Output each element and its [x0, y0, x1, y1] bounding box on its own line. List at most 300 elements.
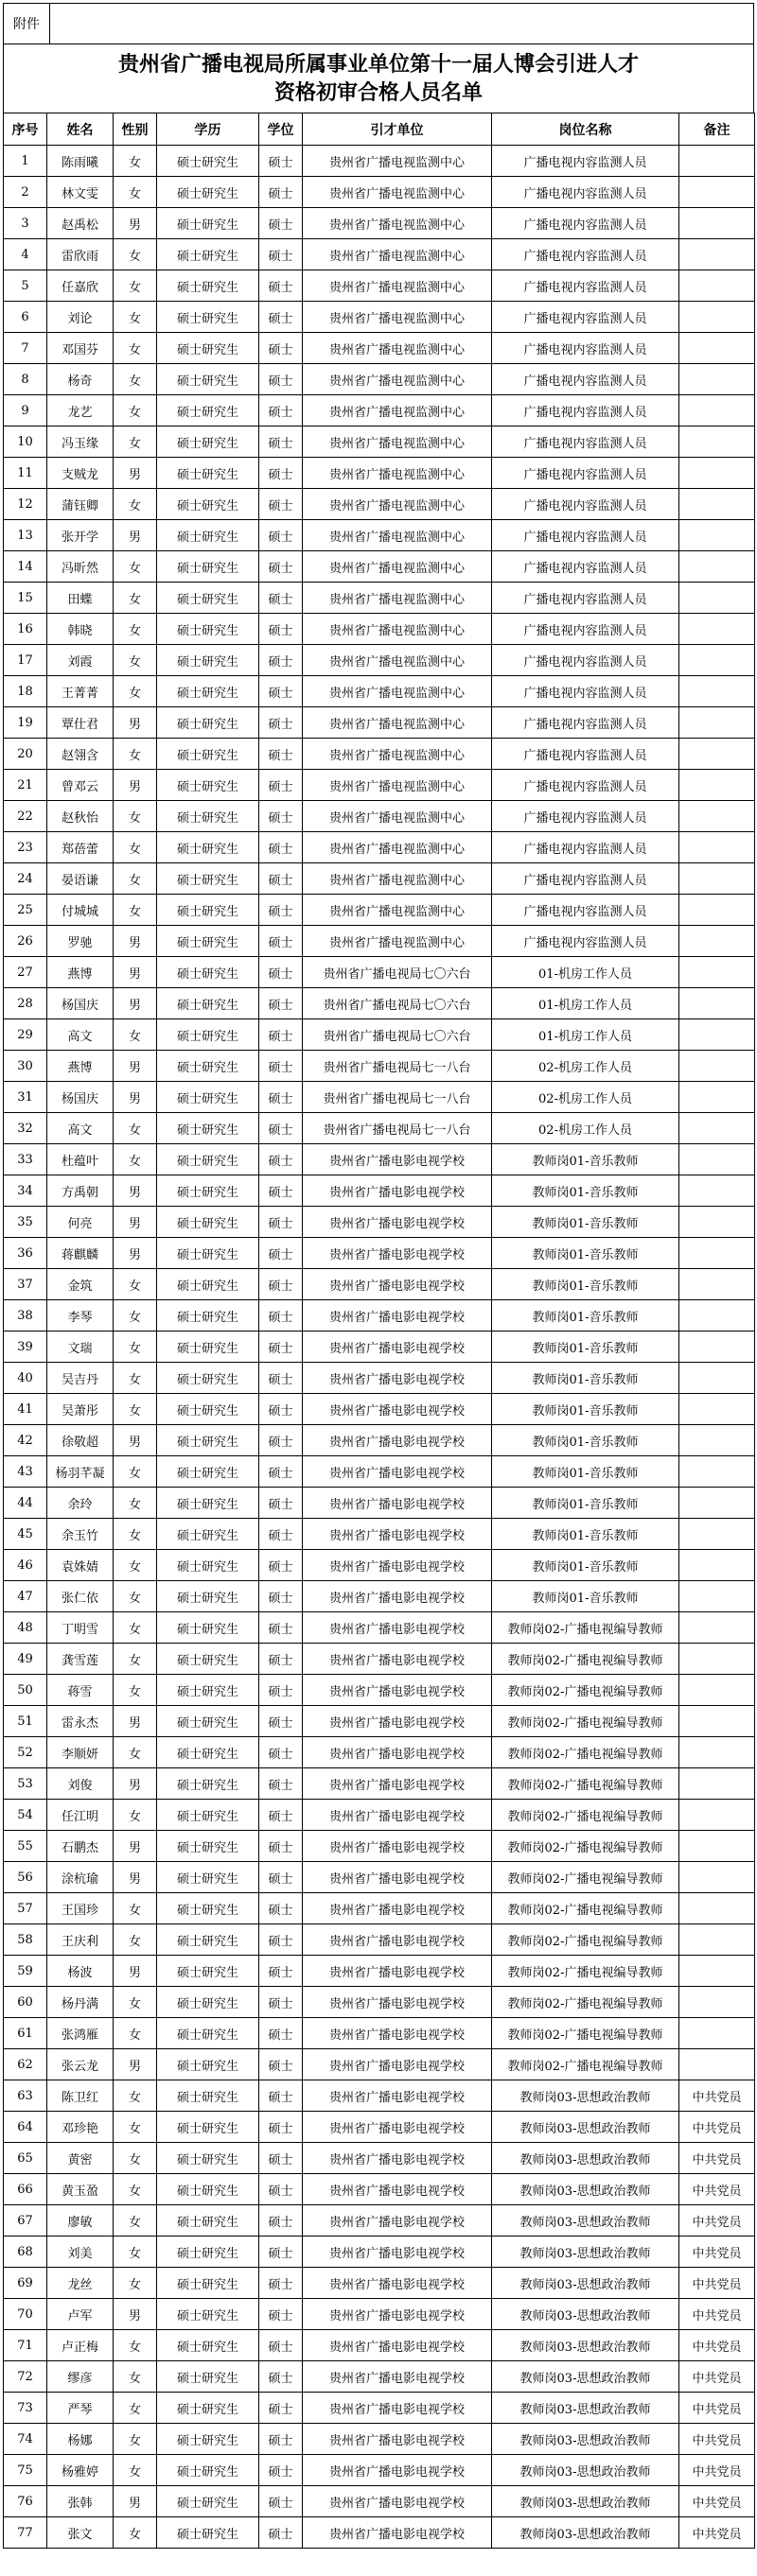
cell-index: 23 — [4, 832, 47, 863]
table-row — [4, 583, 755, 614]
cell-gender: 女 — [114, 2237, 157, 2268]
cell-gender: 女 — [114, 801, 157, 832]
cell-name: 赵禹松 — [47, 208, 114, 239]
table-row — [4, 2112, 755, 2143]
cell-unit: 贵州省广播电影电视学校 — [303, 1987, 492, 2018]
candidate-table — [3, 113, 755, 2549]
cell-remark — [679, 1924, 755, 1956]
cell-index: 3 — [4, 208, 47, 239]
cell-gender: 女 — [114, 2517, 157, 2549]
cell-degree: 硕士 — [259, 239, 303, 270]
cell-remark — [679, 208, 755, 239]
cell-remark — [679, 1051, 755, 1082]
cell-remark: 中共党员 — [679, 2112, 755, 2143]
cell-remark — [679, 270, 755, 302]
cell-gender: 女 — [114, 1987, 157, 2018]
cell-gender: 男 — [114, 926, 157, 957]
cell-education: 硕士研究生 — [157, 302, 259, 333]
cell-gender: 男 — [114, 1831, 157, 1862]
cell-degree: 硕士 — [259, 1238, 303, 1269]
cell-degree: 硕士 — [259, 2268, 303, 2299]
table-row — [4, 2205, 755, 2237]
table-row — [4, 1924, 755, 1956]
cell-unit: 贵州省广播电视监测中心 — [303, 364, 492, 395]
cell-education: 硕士研究生 — [157, 1519, 259, 1550]
cell-remark — [679, 957, 755, 988]
cell-position: 教师岗01-音乐教师 — [492, 1144, 679, 1175]
cell-position: 教师岗01-音乐教师 — [492, 1332, 679, 1363]
cell-name: 杨丹满 — [47, 1987, 114, 2018]
table-row — [4, 895, 755, 926]
cell-index: 40 — [4, 1363, 47, 1394]
cell-position: 教师岗01-音乐教师 — [492, 1394, 679, 1425]
cell-unit: 贵州省广播电影电视学校 — [303, 1394, 492, 1425]
table-row — [4, 1862, 755, 1893]
cell-gender: 女 — [114, 1519, 157, 1550]
cell-education: 硕士研究生 — [157, 1144, 259, 1175]
cell-position: 广播电视内容监测人员 — [492, 739, 679, 770]
cell-name: 杨娜 — [47, 2424, 114, 2455]
cell-index: 37 — [4, 1269, 47, 1300]
cell-index: 22 — [4, 801, 47, 832]
cell-unit: 贵州省广播电影电视学校 — [303, 1519, 492, 1550]
cell-gender: 男 — [114, 1425, 157, 1456]
cell-degree: 硕士 — [259, 583, 303, 614]
cell-index: 49 — [4, 1644, 47, 1675]
cell-index: 16 — [4, 614, 47, 645]
cell-position: 广播电视内容监测人员 — [492, 208, 679, 239]
cell-index: 53 — [4, 1768, 47, 1800]
cell-education: 硕士研究生 — [157, 1051, 259, 1082]
cell-remark: 中共党员 — [679, 2080, 755, 2112]
cell-degree: 硕士 — [259, 208, 303, 239]
cell-degree: 硕士 — [259, 333, 303, 364]
cell-position: 教师岗02-广播电视编导教师 — [492, 1987, 679, 2018]
cell-index: 70 — [4, 2299, 47, 2330]
cell-education: 硕士研究生 — [157, 1019, 259, 1051]
cell-index: 43 — [4, 1456, 47, 1488]
cell-position: 广播电视内容监测人员 — [492, 926, 679, 957]
cell-remark — [679, 1082, 755, 1113]
cell-degree: 硕士 — [259, 1425, 303, 1456]
cell-degree: 硕士 — [259, 1831, 303, 1862]
cell-gender: 男 — [114, 1082, 157, 1113]
cell-gender: 女 — [114, 2424, 157, 2455]
cell-remark — [679, 1425, 755, 1456]
cell-education: 硕士研究生 — [157, 2393, 259, 2424]
cell-degree: 硕士 — [259, 1737, 303, 1768]
cell-unit: 贵州省广播电视监测中心 — [303, 645, 492, 676]
cell-remark — [679, 1394, 755, 1425]
cell-degree: 硕士 — [259, 2299, 303, 2330]
cell-remark — [679, 1768, 755, 1800]
cell-gender: 男 — [114, 2049, 157, 2080]
cell-gender: 男 — [114, 2486, 157, 2517]
cell-name: 徐敬超 — [47, 1425, 114, 1456]
cell-degree: 硕士 — [259, 270, 303, 302]
cell-unit: 贵州省广播电视局七〇六台 — [303, 957, 492, 988]
cell-remark — [679, 895, 755, 926]
cell-gender: 女 — [114, 395, 157, 426]
table-row — [4, 1332, 755, 1363]
cell-name: 廖敏 — [47, 2205, 114, 2237]
cell-name: 韩晓 — [47, 614, 114, 645]
cell-remark — [679, 707, 755, 739]
cell-degree: 硕士 — [259, 895, 303, 926]
table-row — [4, 1737, 755, 1768]
cell-remark — [679, 302, 755, 333]
cell-unit: 贵州省广播电影电视学校 — [303, 2205, 492, 2237]
table-row — [4, 2018, 755, 2049]
cell-position: 教师岗01-音乐教师 — [492, 1519, 679, 1550]
cell-unit: 贵州省广播电视监测中心 — [303, 707, 492, 739]
cell-degree: 硕士 — [259, 1363, 303, 1394]
cell-education: 硕士研究生 — [157, 1394, 259, 1425]
cell-position: 广播电视内容监测人员 — [492, 551, 679, 583]
table-row — [4, 1113, 755, 1144]
cell-unit: 贵州省广播电影电视学校 — [303, 2455, 492, 2486]
table-row — [4, 239, 755, 270]
cell-education: 硕士研究生 — [157, 177, 259, 208]
cell-remark — [679, 1831, 755, 1862]
cell-gender: 女 — [114, 1019, 157, 1051]
cell-degree: 硕士 — [259, 1019, 303, 1051]
cell-degree: 硕士 — [259, 2393, 303, 2424]
cell-index: 77 — [4, 2517, 47, 2549]
cell-gender: 女 — [114, 364, 157, 395]
cell-gender: 女 — [114, 2268, 157, 2299]
cell-education: 硕士研究生 — [157, 645, 259, 676]
cell-degree: 硕士 — [259, 1332, 303, 1363]
table-row — [4, 770, 755, 801]
cell-remark — [679, 676, 755, 707]
col-header-unit: 引才单位 — [303, 113, 492, 146]
cell-remark — [679, 1363, 755, 1394]
table-row — [4, 2268, 755, 2299]
cell-degree: 硕士 — [259, 988, 303, 1019]
cell-education: 硕士研究生 — [157, 957, 259, 988]
cell-remark — [679, 426, 755, 458]
col-header-degree: 学位 — [259, 113, 303, 146]
cell-index: 50 — [4, 1675, 47, 1706]
cell-education: 硕士研究生 — [157, 239, 259, 270]
cell-education: 硕士研究生 — [157, 2205, 259, 2237]
cell-education: 硕士研究生 — [157, 2080, 259, 2112]
cell-name: 冯玉缘 — [47, 426, 114, 458]
cell-gender: 女 — [114, 1269, 157, 1300]
cell-position: 教师岗03-思想政治教师 — [492, 2174, 679, 2205]
cell-gender: 女 — [114, 614, 157, 645]
cell-remark: 中共党员 — [679, 2299, 755, 2330]
cell-degree: 硕士 — [259, 551, 303, 583]
cell-degree: 硕士 — [259, 739, 303, 770]
cell-education: 硕士研究生 — [157, 926, 259, 957]
cell-gender: 女 — [114, 177, 157, 208]
cell-unit: 贵州省广播电影电视学校 — [303, 1956, 492, 1987]
col-header-position: 岗位名称 — [492, 113, 679, 146]
cell-index: 31 — [4, 1082, 47, 1113]
cell-unit: 贵州省广播电影电视学校 — [303, 2393, 492, 2424]
cell-unit: 贵州省广播电影电视学校 — [303, 1269, 492, 1300]
table-row — [4, 2361, 755, 2393]
cell-position: 教师岗03-思想政治教师 — [492, 2361, 679, 2393]
cell-gender: 女 — [114, 863, 157, 895]
cell-unit: 贵州省广播电影电视学校 — [303, 1300, 492, 1332]
cell-degree: 硕士 — [259, 1144, 303, 1175]
cell-gender: 女 — [114, 895, 157, 926]
cell-gender: 女 — [114, 146, 157, 177]
cell-unit: 贵州省广播电影电视学校 — [303, 1924, 492, 1956]
cell-unit: 贵州省广播电影电视学校 — [303, 1581, 492, 1612]
cell-remark: 中共党员 — [679, 2393, 755, 2424]
cell-position: 广播电视内容监测人员 — [492, 520, 679, 551]
cell-name: 杨羽芊凝 — [47, 1456, 114, 1488]
cell-position: 01-机房工作人员 — [492, 957, 679, 988]
cell-education: 硕士研究生 — [157, 2049, 259, 2080]
table-row — [4, 739, 755, 770]
cell-gender: 男 — [114, 1238, 157, 1269]
cell-degree: 硕士 — [259, 2018, 303, 2049]
cell-remark: 中共党员 — [679, 2517, 755, 2549]
document-sheet — [3, 3, 754, 2549]
cell-position: 02-机房工作人员 — [492, 1082, 679, 1113]
cell-degree: 硕士 — [259, 1800, 303, 1831]
cell-degree: 硕士 — [259, 146, 303, 177]
cell-education: 硕士研究生 — [157, 895, 259, 926]
cell-degree: 硕士 — [259, 1519, 303, 1550]
cell-position: 教师岗01-音乐教师 — [492, 1550, 679, 1581]
cell-position: 广播电视内容监测人员 — [492, 364, 679, 395]
cell-index: 18 — [4, 676, 47, 707]
table-row — [4, 1956, 755, 1987]
table-row — [4, 1363, 755, 1394]
cell-gender: 男 — [114, 208, 157, 239]
cell-index: 29 — [4, 1019, 47, 1051]
cell-name: 陈雨曦 — [47, 146, 114, 177]
cell-gender: 男 — [114, 957, 157, 988]
table-row — [4, 1831, 755, 1862]
cell-gender: 女 — [114, 1113, 157, 1144]
table-row — [4, 551, 755, 583]
cell-unit: 贵州省广播电视监测中心 — [303, 489, 492, 520]
cell-unit: 贵州省广播电视监测中心 — [303, 239, 492, 270]
table-row — [4, 208, 755, 239]
cell-gender: 女 — [114, 676, 157, 707]
cell-degree: 硕士 — [259, 645, 303, 676]
cell-name: 田蝶 — [47, 583, 114, 614]
cell-remark — [679, 1332, 755, 1363]
cell-position: 教师岗02-广播电视编导教师 — [492, 1706, 679, 1737]
cell-position: 教师岗02-广播电视编导教师 — [492, 1956, 679, 1987]
cell-index: 54 — [4, 1800, 47, 1831]
cell-education: 硕士研究生 — [157, 1924, 259, 1956]
cell-name: 卢正梅 — [47, 2330, 114, 2361]
cell-name: 卢军 — [47, 2299, 114, 2330]
cell-position: 教师岗03-思想政治教师 — [492, 2299, 679, 2330]
cell-degree: 硕士 — [259, 832, 303, 863]
table-row — [4, 146, 755, 177]
cell-gender: 男 — [114, 458, 157, 489]
cell-degree: 硕士 — [259, 426, 303, 458]
cell-index: 75 — [4, 2455, 47, 2486]
cell-position: 教师岗02-广播电视编导教师 — [492, 1862, 679, 1893]
cell-name: 覃仕君 — [47, 707, 114, 739]
cell-index: 51 — [4, 1706, 47, 1737]
cell-index: 52 — [4, 1737, 47, 1768]
cell-remark — [679, 1519, 755, 1550]
cell-name: 王庆利 — [47, 1924, 114, 1956]
cell-position: 广播电视内容监测人员 — [492, 489, 679, 520]
cell-gender: 男 — [114, 770, 157, 801]
cell-remark — [679, 1488, 755, 1519]
cell-position: 教师岗03-思想政治教师 — [492, 2112, 679, 2143]
cell-degree: 硕士 — [259, 2517, 303, 2549]
table-row — [4, 1612, 755, 1644]
cell-index: 11 — [4, 458, 47, 489]
cell-unit: 贵州省广播电视监测中心 — [303, 863, 492, 895]
cell-degree: 硕士 — [259, 1488, 303, 1519]
table-row — [4, 489, 755, 520]
cell-remark: 中共党员 — [679, 2486, 755, 2517]
cell-education: 硕士研究生 — [157, 1425, 259, 1456]
cell-index: 45 — [4, 1519, 47, 1550]
cell-gender: 女 — [114, 1644, 157, 1675]
cell-index: 20 — [4, 739, 47, 770]
cell-index: 5 — [4, 270, 47, 302]
cell-position: 广播电视内容监测人员 — [492, 395, 679, 426]
cell-remark — [679, 1706, 755, 1737]
table-row — [4, 1425, 755, 1456]
cell-position: 广播电视内容监测人员 — [492, 146, 679, 177]
cell-degree: 硕士 — [259, 1207, 303, 1238]
cell-name: 张开学 — [47, 520, 114, 551]
cell-degree: 硕士 — [259, 302, 303, 333]
cell-name: 石鹏杰 — [47, 1831, 114, 1862]
cell-remark — [679, 1238, 755, 1269]
cell-remark — [679, 614, 755, 645]
cell-index: 71 — [4, 2330, 47, 2361]
cell-degree: 硕士 — [259, 2486, 303, 2517]
cell-gender: 女 — [114, 2112, 157, 2143]
table-row — [4, 1893, 755, 1924]
cell-degree: 硕士 — [259, 1082, 303, 1113]
cell-gender: 女 — [114, 1550, 157, 1581]
cell-unit: 贵州省广播电视监测中心 — [303, 832, 492, 863]
cell-unit: 贵州省广播电影电视学校 — [303, 1862, 492, 1893]
cell-remark — [679, 1113, 755, 1144]
cell-unit: 贵州省广播电影电视学校 — [303, 1332, 492, 1363]
cell-gender: 女 — [114, 1488, 157, 1519]
cell-education: 硕士研究生 — [157, 2112, 259, 2143]
cell-name: 张鸿雁 — [47, 2018, 114, 2049]
cell-gender: 女 — [114, 551, 157, 583]
cell-index: 27 — [4, 957, 47, 988]
table-row — [4, 177, 755, 208]
cell-position: 广播电视内容监测人员 — [492, 239, 679, 270]
cell-name: 杨奇 — [47, 364, 114, 395]
cell-remark — [679, 926, 755, 957]
table-row — [4, 801, 755, 832]
cell-degree: 硕士 — [259, 1113, 303, 1144]
table-row — [4, 302, 755, 333]
table-row — [4, 2517, 755, 2549]
cell-unit: 贵州省广播电影电视学校 — [303, 1644, 492, 1675]
cell-education: 硕士研究生 — [157, 2174, 259, 2205]
cell-degree: 硕士 — [259, 2049, 303, 2080]
cell-position: 教师岗03-思想政治教师 — [492, 2080, 679, 2112]
table-row — [4, 1144, 755, 1175]
cell-degree: 硕士 — [259, 926, 303, 957]
cell-education: 硕士研究生 — [157, 863, 259, 895]
cell-position: 教师岗03-思想政治教师 — [492, 2143, 679, 2174]
cell-index: 63 — [4, 2080, 47, 2112]
cell-name: 张文 — [47, 2517, 114, 2549]
cell-position: 教师岗03-思想政治教师 — [492, 2205, 679, 2237]
cell-education: 硕士研究生 — [157, 146, 259, 177]
cell-degree: 硕士 — [259, 676, 303, 707]
cell-unit: 贵州省广播电视监测中心 — [303, 770, 492, 801]
cell-unit: 贵州省广播电影电视学校 — [303, 2299, 492, 2330]
document-title — [3, 44, 754, 113]
cell-gender: 女 — [114, 2018, 157, 2049]
cell-index: 46 — [4, 1550, 47, 1581]
cell-education: 硕士研究生 — [157, 707, 259, 739]
cell-remark — [679, 146, 755, 177]
cell-education: 硕士研究生 — [157, 1706, 259, 1737]
cell-index: 33 — [4, 1144, 47, 1175]
table-row — [4, 645, 755, 676]
cell-education: 硕士研究生 — [157, 1862, 259, 1893]
title-line-1: 贵州省广播电视局所属事业单位第十一届人博会引进人才 — [117, 52, 639, 77]
cell-index: 15 — [4, 583, 47, 614]
cell-position: 广播电视内容监测人员 — [492, 895, 679, 926]
cell-gender: 女 — [114, 333, 157, 364]
cell-gender: 女 — [114, 302, 157, 333]
cell-name: 黄玉盈 — [47, 2174, 114, 2205]
cell-unit: 贵州省广播电影电视学校 — [303, 2049, 492, 2080]
title-line-2: 资格初审合格人员名单 — [273, 80, 483, 105]
cell-index: 57 — [4, 1893, 47, 1924]
cell-position: 广播电视内容监测人员 — [492, 426, 679, 458]
cell-remark — [679, 1862, 755, 1893]
cell-education: 硕士研究生 — [157, 2424, 259, 2455]
cell-remark: 中共党员 — [679, 2424, 755, 2455]
cell-education: 硕士研究生 — [157, 395, 259, 426]
cell-unit: 贵州省广播电视监测中心 — [303, 177, 492, 208]
cell-name: 袁姝婧 — [47, 1550, 114, 1581]
table-row — [4, 1675, 755, 1706]
cell-education: 硕士研究生 — [157, 1612, 259, 1644]
cell-index: 14 — [4, 551, 47, 583]
table-row — [4, 2049, 755, 2080]
cell-education: 硕士研究生 — [157, 458, 259, 489]
cell-remark: 中共党员 — [679, 2268, 755, 2299]
cell-name: 方禹朝 — [47, 1175, 114, 1207]
cell-index: 7 — [4, 333, 47, 364]
table-row — [4, 1519, 755, 1550]
cell-index: 24 — [4, 863, 47, 895]
cell-name: 缪彦 — [47, 2361, 114, 2393]
cell-remark: 中共党员 — [679, 2330, 755, 2361]
cell-unit: 贵州省广播电视局七〇六台 — [303, 1019, 492, 1051]
cell-degree: 硕士 — [259, 707, 303, 739]
cell-remark — [679, 1144, 755, 1175]
cell-name: 张仁依 — [47, 1581, 114, 1612]
cell-education: 硕士研究生 — [157, 2486, 259, 2517]
table-row — [4, 1082, 755, 1113]
cell-position: 02-机房工作人员 — [492, 1051, 679, 1082]
cell-name: 燕博 — [47, 957, 114, 988]
